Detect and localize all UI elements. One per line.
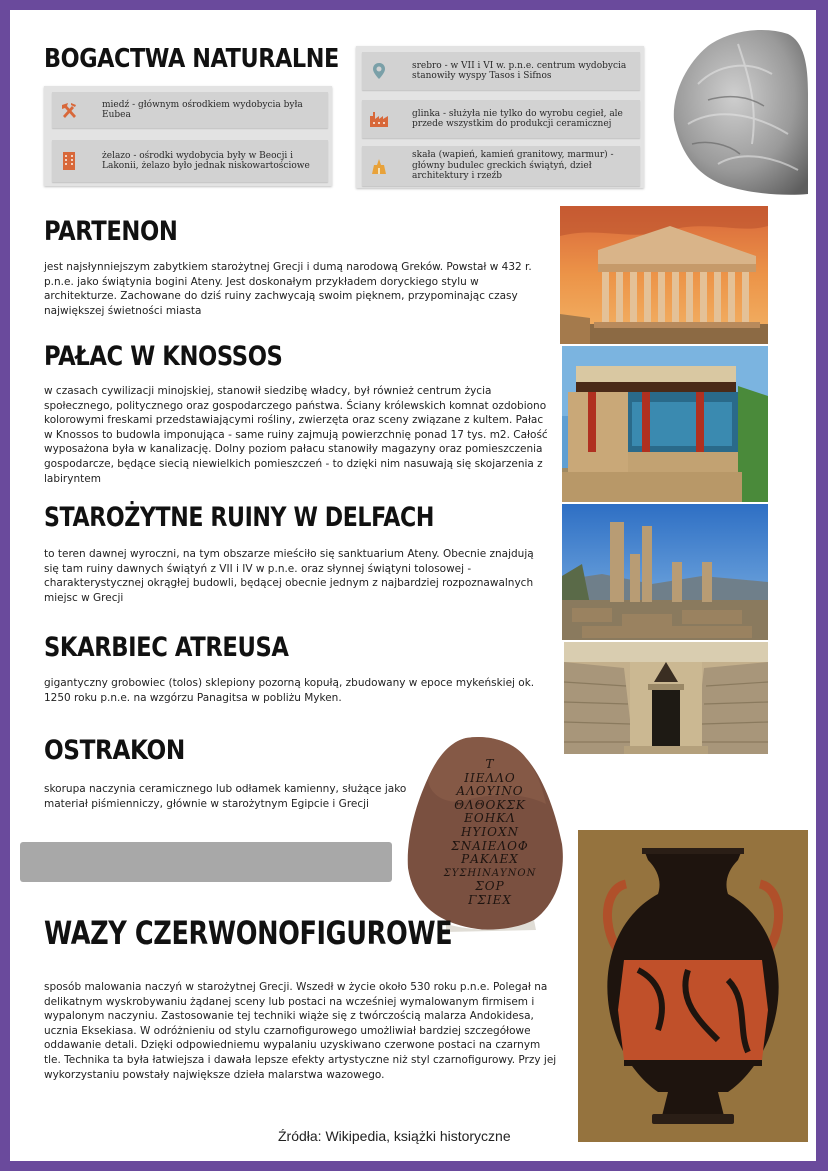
delphi-ruins-image <box>562 504 768 640</box>
construction-icon <box>362 157 396 175</box>
knossos-text: w czasach cywilizacji minojskiej, stanowił siedzibę władcy, był również centrum życia społecznego, politycznego oraz gospodarczego państwa. Ściany królewskich komnat ozdobiono kolorowymi freskami przedstawiającymi rośliny, zwierzęta oraz sceny związane z kultem. Pałac w Knossos to budowla imponująca - same ruiny zajmują powierzchnię ponad 17 tys. m2. Całość wyposażona była w kanalizację. Dolny poziom pałacu stanowiły magazyny oraz pomieszczenia gospodarcze, będące siecią niewielkich pomieszczeń - to dzięki nim nasuwają się skojarzenia z labiryntem <box>44 385 548 485</box>
gray-divider-bar <box>20 842 392 882</box>
treasury-of-atreus-image <box>564 642 768 754</box>
resource-text: miedź - głównym ośrodkiem wydobycia była Eubea <box>102 99 303 120</box>
granite-rock-image <box>668 24 810 198</box>
parthenon-image <box>560 206 768 344</box>
delfy-title: STAROŻYTNE RUINY W DELFACH <box>44 502 434 533</box>
inscription-line: ΕΟΗΚΛ <box>464 811 516 826</box>
inscription-line: ΑΛΟΥΙΝΟ <box>456 784 524 799</box>
inscription-line: ΗΥΙΟΧΝ <box>460 824 519 839</box>
inscription-line: ΙΙΕΛΛΟ <box>464 770 516 785</box>
resource-item-clay <box>362 100 640 138</box>
delfy-text: to teren dawnej wyroczni, na tym obszarze mieściło się sanktuarium Ateny. Obecnie znajdują się tam ruiny dawnych świątyń z VII i IV w p.n.e. oraz słynnej świątyni tolosowej - charakterystycznej okrągłej budowli, będącej obecnie jednym z najbardziej rozpoznawalnych miejsc w Grecji <box>44 548 534 604</box>
sources-text: Źródła: Wikipedia, książki historyczne <box>278 1128 511 1144</box>
resource-text: skała (wapień, kamień granitowy, marmur) - główny budulec greckich świątyń, dzieł architektury i rzeźb <box>412 150 614 182</box>
wazy-text: sposób malowania naczyń w starożytnej Grecji. Wszedł w życie około 530 roku p.n.e. Polegał na delikatnym wyskrobywaniu żądanej sceny lub postaci na wcześniej wymalowanym firmisem i wypalonym naczyniu. Zastosowanie tej techniki wiąże się z twórczością malarza Andokidesa, ucznia Eksekiasa. W odróżnieniu od stylu czarnofigurowego umożliwiał bardziej szczegółowe oddawanie detali. Dzięki odpowiedniemu wypalaniu uzyskiwano czerwone postaci na czarnym tle. Technika ta była łatwiejsza i dawała lepsze efekty artystyczne niż styl czarnofigurowy. Przy jej wykorzystaniu powstały największe dzieła malarstwa wazowego. <box>44 981 557 1081</box>
resource-text: glinka - służyła nie tylko do wyrobu cegieł, ale przede wszystkim do produkcji ceramicznej <box>412 108 623 129</box>
partenon-title: PARTENON <box>44 216 178 247</box>
partenon-text: jest najsłynniejszym zabytkiem starożytnej Grecji i dumą narodową Greków. Powstał w 432 r. p.n.e. jako świątynia bogini Ateny. Jest doskonałym przykładem doryckiego stylu w architekturze. Zachowane do dziś ruiny zachwycają swoim pięknem, przypominając czasy największej świetności miasta <box>44 261 532 317</box>
resource-item-rock <box>362 146 640 186</box>
resource-item-iron <box>52 140 328 182</box>
factory-icon <box>362 110 396 128</box>
red-figure-vase-image <box>578 830 808 1142</box>
wazy-title: WAZY CZERWONOFIGUROWE <box>44 914 453 952</box>
resource-item-silver <box>362 52 640 90</box>
inscription-line: ΡΑΚΛΕΧ <box>461 852 519 867</box>
inscription-line: Τ <box>485 757 495 771</box>
building-icon <box>52 151 86 171</box>
inscription-line: ΘΛΘΟΚΣΚ <box>454 797 526 812</box>
inscription-line: ΣΥΣΗΙΝΑΥΝΟΝ <box>443 867 537 879</box>
resource-item-copper <box>52 92 328 128</box>
sherd-inscription <box>424 758 556 908</box>
atreus-title: SKARBIEC ATREUSA <box>44 632 289 663</box>
inscription-line: ΣΝΑΙΕΛΟΦ <box>451 838 529 853</box>
knossos-title: PAŁAC W KNOSSOS <box>44 341 283 372</box>
ostrakon-title: OSTRAKON <box>44 735 185 766</box>
resource-text: srebro - w VII i VI w. p.n.e. centrum wydobycia stanowiły wyspy Tasos i Sifnos <box>412 60 627 81</box>
inscription-line: ΣΟΡ <box>475 879 505 894</box>
ostrakon-sherd-image <box>406 734 564 934</box>
knossos-palace-image <box>562 346 768 502</box>
atreus-text: gigantyczny grobowiec (tolos) sklepiony pozorną kopułą, zbudowany w epoce mykeńskiej ok. 1250 roku p.n.e. na wzgórzu Panagitsa w pobliżu Myken. <box>44 677 535 704</box>
pickaxe-hammer-icon <box>52 100 86 120</box>
map-pin-icon <box>362 62 396 80</box>
resource-text: żelazo - ośrodki wydobycia były w Beocji i Lakonii, żelazo było jednak niskowartościowe <box>102 150 310 171</box>
bogactwa-title: BOGACTWA NATURALNE <box>44 44 339 74</box>
inscription-line: ΓΣΙΕΧ <box>468 892 512 907</box>
ostrakon-text: skorupa naczynia ceramicznego lub odłamek kamienny, służące jako materiał piśmienniczy, głównie w starożytnym Egipcie i Grecji <box>44 783 407 810</box>
